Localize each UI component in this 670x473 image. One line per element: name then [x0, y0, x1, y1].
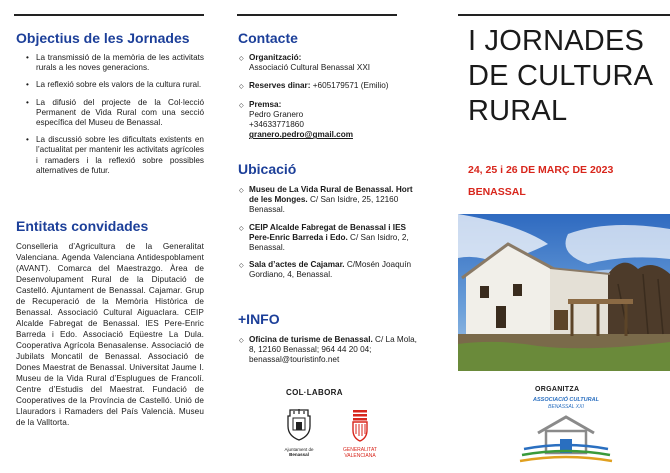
- rural-house-photo: [458, 214, 670, 371]
- objectiu-item: • La transmissió de la memòria de les activitats rurals a les noves generacions.: [26, 53, 204, 73]
- location-name: Sala d’actes de Cajamar.: [249, 260, 345, 270]
- event-place: BENASSAL: [468, 186, 526, 198]
- contact-premsa: [239, 100, 424, 141]
- reserves-value: +605179571 (Emilio): [310, 81, 389, 91]
- assoc-logo-text-2: BENASSAL XXI: [548, 404, 584, 410]
- reserves-label: Reserves dinar:: [249, 81, 311, 91]
- event-dates: 24, 25 i 26 DE MARÇ DE 2023: [468, 164, 614, 176]
- location-item: [239, 185, 424, 216]
- info-address: C/ La Mola, 8, 12160 Benassal; 964 44 20 04; benassal@touristinfo.net: [249, 335, 417, 365]
- house-logo-icon: [516, 411, 616, 463]
- objectiu-item: • La difusió del projecte de la Col·lecció Permanent de Vida Rural com una secció específica del Museu de Benassal.: [26, 98, 204, 129]
- location-address: C/Mosén Joaquín Gordiano, 4, Benassal.: [249, 260, 412, 280]
- objectiu-item: • La discussió sobre les dificultats existents en l’actualitat per mantenir les activitats agrícoles i ramaders i la reflexió sobre possibles alternatives de futur.: [26, 135, 204, 176]
- premsa-phone: +34633771860: [249, 120, 304, 130]
- ajuntament-logo: [277, 408, 321, 457]
- location-item: [239, 223, 424, 254]
- location-item: [239, 260, 424, 280]
- entitats-text: Conselleria d’Agricultura de la Generalitat Valenciana. Agenda Valenciana Antidespoblament (AVANT). Comarca del Maestrazgo. Àrea de Desenvolupament Rural de la Diputació de Castelló. Ajuntament de Benassal. Cajamar. Grup de Recuperació de la Memòria Històrica de Benassal. Associació Cultural Aiguaclara. CEIP Alcalde Fabregat de Benassal. IES Pere-Enric Barreda i Edo. Associació Eqüestre La Dula. Cooperativa Agrícola Benasalense. Associació de Jubilats Moncatil de Benassal. Associació de Dones Maestrat de Benassal. Universitat Jaume I. Museu de la Vida Rural d’Esplugues de Francolí. Centre d’Estudis del Maestrat. Fundació de Cooperatives de la Província de Castelló. Unió de Llauradors i Ramaders del País Valencià. Museu de la Valltorta.: [16, 242, 204, 427]
- objectius-list: [26, 53, 204, 183]
- info-office: Oficina de turisme de Benassal.: [249, 335, 373, 344]
- location-address: C/ San Isidro, 2, Benassal.: [249, 232, 409, 253]
- organitza-label: ORGANITZA: [535, 386, 580, 393]
- location-name: CEIP Alcalde Fabregat de Benassal i IES Pere-Enric Barreda i Edo.: [249, 222, 406, 242]
- location-address: C/ San Isidre, 25, 12160 Benassal.: [249, 195, 399, 215]
- colabora-label: COL·LABORA: [286, 388, 343, 397]
- info-list: [239, 335, 424, 373]
- gva-label-1: GENERALITAT: [343, 447, 377, 453]
- left-top-rule: [14, 14, 204, 16]
- entitats-title: Entitats convidades: [16, 218, 149, 234]
- info-title: +INFO: [238, 311, 280, 327]
- org-label: Organització:: [249, 53, 302, 62]
- premsa-name: Pedro Granero: [249, 109, 304, 119]
- premsa-email-link[interactable]: granero.pedro@gmail.com: [249, 130, 353, 140]
- contacte-title: Contacte: [238, 30, 298, 46]
- right-top-rule: [458, 14, 670, 16]
- objectiu-item: • La reflexió sobre els valors de la cultura rural.: [26, 80, 204, 90]
- info-item: [239, 335, 424, 366]
- ubicacio-list: [239, 185, 424, 288]
- contact-reserves: [239, 81, 424, 91]
- title-line-3: RURAL: [468, 95, 568, 127]
- premsa-label: Premsa:: [249, 99, 282, 109]
- main-title: [468, 24, 653, 129]
- assoc-logo-text-1: ASSOCIACIÓ CULTURAL: [533, 397, 599, 403]
- ubicacio-title: Ubicació: [238, 161, 297, 177]
- gva-label-2: VALENCIANA: [344, 453, 376, 459]
- location-name: Museu de La Vida Rural de Benassal. Hort de les Monges.: [249, 185, 413, 205]
- contact-org: [239, 53, 424, 73]
- ajuntament-label-1: Ajuntament de: [284, 447, 314, 452]
- house-illustration: [458, 214, 670, 371]
- associacio-logo: [516, 397, 616, 463]
- title-line-2: DE CULTURA: [468, 60, 654, 92]
- contacte-list: [239, 53, 424, 147]
- generalitat-emblem-icon: [350, 408, 370, 442]
- middle-top-rule: [237, 14, 397, 16]
- ajuntament-label-2: Benassal: [289, 452, 309, 457]
- generalitat-logo: [337, 408, 383, 459]
- org-value: Associació Cultural Benassal XXI: [249, 63, 371, 73]
- title-line-1: I JORNADES: [468, 25, 645, 57]
- ajuntament-shield-icon: [284, 408, 314, 442]
- objectius-title: Objectius de les Jornades: [16, 30, 190, 46]
